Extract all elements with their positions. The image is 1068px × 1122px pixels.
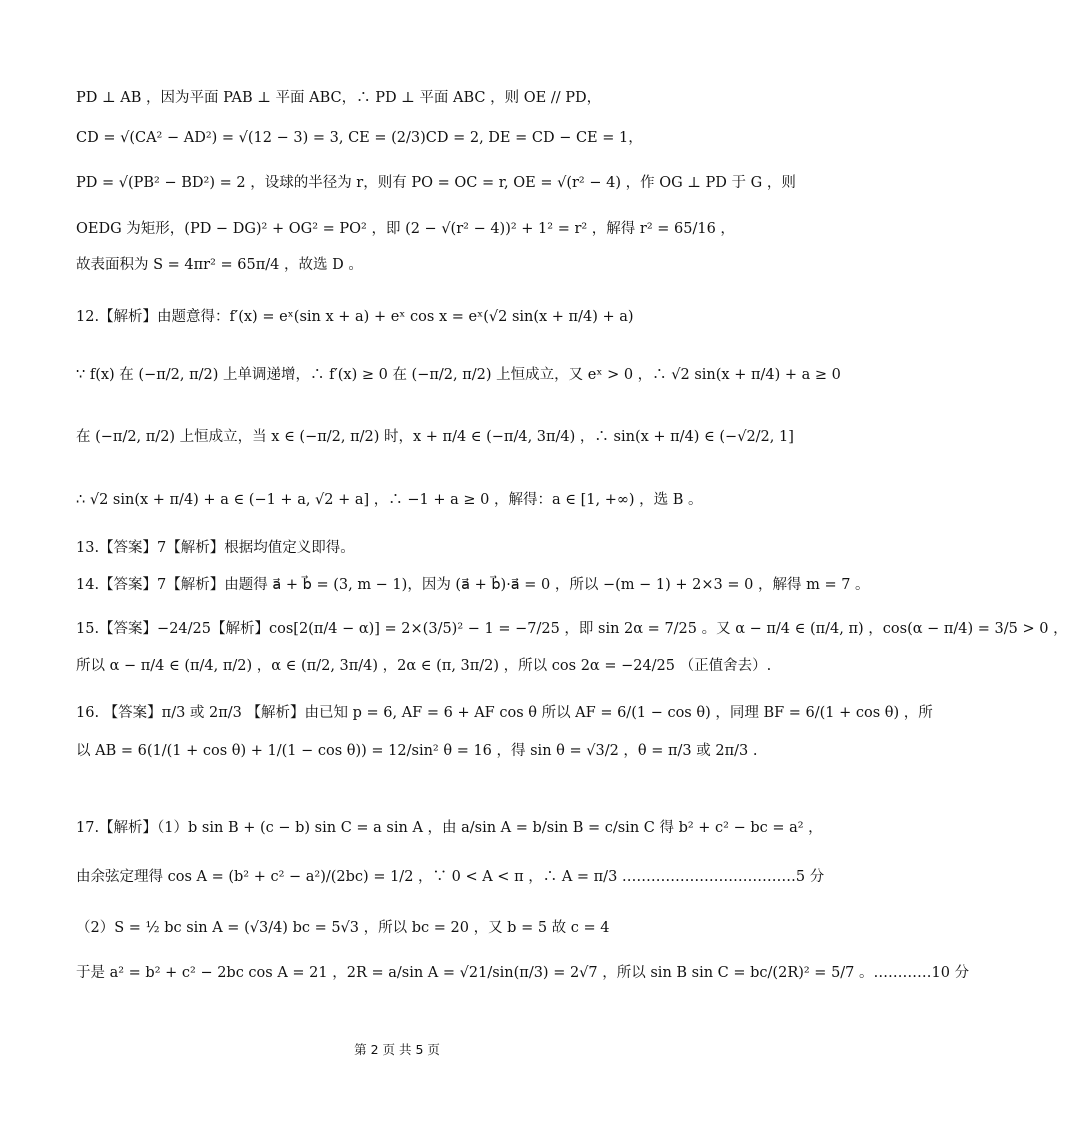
text-line-15: 以 AB = 6(1/(1 + cos θ) + 1/(1 − cos θ)) = 12/sin² θ = 16 ，得 sin θ = √3/2 ，θ = π/3 或 2π/3 . bbox=[76, 743, 758, 759]
text-line-4: OEDG 为矩形，(PD − DG)² + OG² = PO² ，即 (2 − √(r² − 4))² + 1² = r² ，解得 r² = 65/16 ， bbox=[76, 221, 735, 237]
text-line-3: PD = √(PB² − BD²) = 2 ，设球的半径为 r，则有 PO = OC = r, OE = √(r² − 4) ，作 OG ⊥ PD 于 G ，则 bbox=[76, 175, 796, 191]
text-line-12: 15.【答案】−24/25【解析】cos[2(π/4 − α)] = 2×(3/5)² − 1 = −7/25 ，即 sin 2α = 7/25 。又 α − π/4 ∈ (π/4, π) ，cos(α − π/4) = 3/5 > 0 ， bbox=[76, 621, 1068, 637]
text-line-11: 14.【答案】7【解析】由题得 a⃗ + b⃗ = (3, m − 1)，因为 (a⃗ + b⃗)·a⃗ = 0 ，所以 −(m − 1) + 2×3 = 0 ，解得 m = 7 。 bbox=[76, 577, 870, 593]
text-line-5: 故表面积为 S = 4πr² = 65π/4 ，故选 D 。 bbox=[76, 257, 363, 273]
text-line-10: 13.【答案】7【解析】根据均值定义即得。 bbox=[76, 540, 355, 556]
text-line-19: 于是 a² = b² + c² − 2bc cos A = 21 ，2R = a/sin A = √21/sin(π/3) = 2√7 ，所以 sin B sin C = bc/(2R)² = 5/7 。…………10 分 bbox=[76, 965, 970, 981]
text-line-8: 在 (−π/2, π/2) 上恒成立，当 x ∈ (−π/2, π/2) 时，x + π/4 ∈ (−π/4, 3π/4) ，∴ sin(x + π/4) ∈ (−√2/2, 1] bbox=[76, 429, 794, 445]
text-line-14: 16. 【答案】π/3 或 2π/3 【解析】由已知 p = 6, AF = 6 + AF cos θ 所以 AF = 6/(1 − cos θ) ，同理 BF = 6/(1 + cos θ) ，所 bbox=[76, 705, 933, 721]
page-footer: 第 2 页 共 5 页 bbox=[354, 1042, 440, 1057]
text-line-17: 由余弦定理得 cos A = (b² + c² − a²)/(2bc) = 1/2 ，∵ 0 < A < π ，∴ A = π/3 ………………………………5 分 bbox=[76, 869, 825, 885]
text-line-18: （2）S = ½ bc sin A = (√3/4) bc = 5√3 ，所以 bc = 20 ，又 b = 5 故 c = 4 bbox=[76, 920, 610, 936]
text-line-7: ∵ f(x) 在 (−π/2, π/2) 上单调递增，∴ f′(x) ≥ 0 在 (−π/2, π/2) 上恒成立，又 eˣ > 0 ，∴ √2 sin(x + π/4) + a ≥ 0 bbox=[76, 367, 841, 383]
text-line-1: PD ⊥ AB ，因为平面 PAB ⊥ 平面 ABC，∴ PD ⊥ 平面 ABC ，则 OE // PD， bbox=[76, 90, 602, 106]
text-line-16: 17.【解析】（1）b sin B + (c − b) sin C = a sin A ，由 a/sin A = b/sin B = c/sin C 得 b² + c² − bc = a² ， bbox=[76, 820, 823, 836]
text-line-13: 所以 α − π/4 ∈ (π/4, π/2) ，α ∈ (π/2, 3π/4) ，2α ∈ (π, 3π/2) ，所以 cos 2α = −24/25 （正值舍去）. bbox=[76, 658, 772, 674]
text-line-2: CD = √(CA² − AD²) = √(12 − 3) = 3, CE = (2/3)CD = 2, DE = CD − CE = 1， bbox=[76, 130, 643, 146]
text-line-6: 12.【解析】由题意得：f′(x) = eˣ(sin x + a) + eˣ cos x = eˣ(√2 sin(x + π/4) + a) bbox=[76, 309, 634, 325]
text-line-9: ∴ √2 sin(x + π/4) + a ∈ (−1 + a, √2 + a] ，∴ −1 + a ≥ 0 ，解得：a ∈ [1, +∞) ，选 B 。 bbox=[76, 492, 703, 508]
